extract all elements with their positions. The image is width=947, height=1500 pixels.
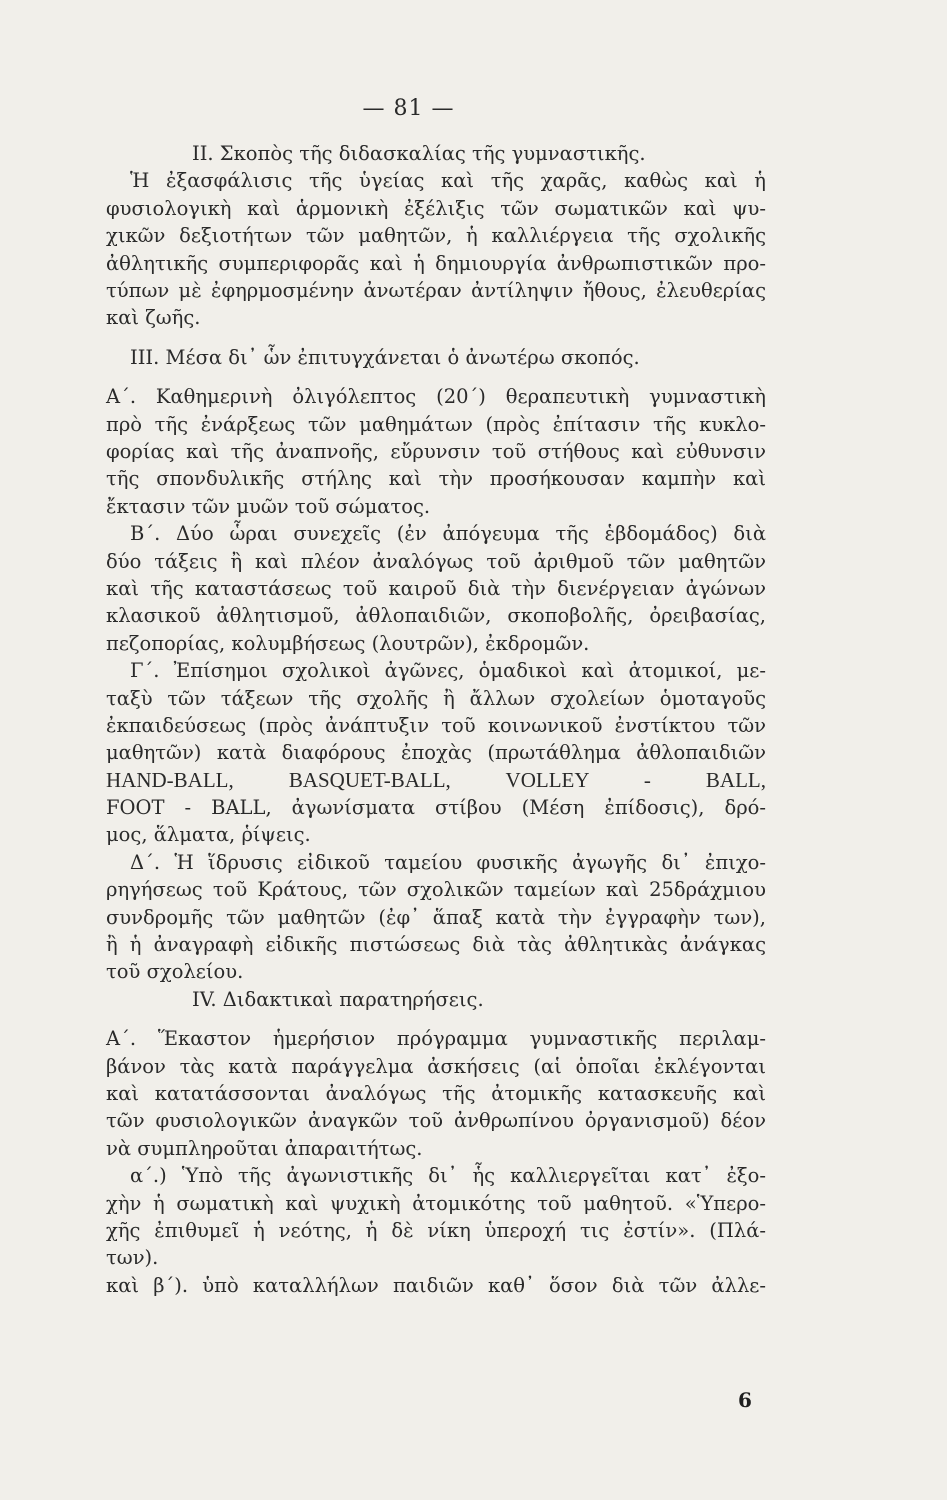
- text-line: τῶν φυσιολογικῶν ἀναγκῶν τοῦ ἀνθρωπίνου ὀργανισμοῦ) δέον: [106, 1109, 766, 1133]
- text-line: ἐκπαιδεύσεως (πρὸς ἀνάπτυξιν τοῦ κοινωνικοῦ ἐνστίκτου τῶν: [106, 713, 766, 737]
- text-line: Α΄. Καθημερινὴ ὀλιγόλεπτος (20΄) θεραπευτικὴ γυμναστικὴ: [106, 385, 766, 409]
- page-number: — 81 —: [362, 96, 455, 121]
- text-line: βάνον τὰς κατὰ παράγγελμα ἀσκήσεις (αἱ ὁποῖαι ἐκλέγονται: [106, 1054, 766, 1078]
- section-heading-ii: II. Σκοπὸς τῆς διδασκαλίας τῆς γυμναστικῆς.: [192, 142, 646, 165]
- text-line: Δ΄. Ἡ ἵδρυσις εἰδικοῦ ταμείου φυσικῆς ἀγωγῆς δι᾽ ἐπιχο-: [130, 850, 766, 874]
- text-line: ἢ ἡ ἀναγραφὴ εἰδικῆς πιστώσεως διὰ τὰς ἀθλητικὰς ἀνάγκας: [106, 933, 766, 957]
- text-line: χῆς ἐπιθυμεῖ ἡ νεότης, ἡ δὲ νίκη ὑπεροχή τις ἐστίν». (Πλά-: [106, 1218, 766, 1242]
- text-line: χὴν ἡ σωματικὴ καὶ ψυχικὴ ἀτομικότης τοῦ μαθητοῦ. «Ὑπερο-: [106, 1191, 766, 1215]
- text-line: μαθητῶν) κατὰ διαφόρους ἐποχὰς (πρωτάθλημα ἀθλοπαιδιῶν: [106, 741, 766, 765]
- section-heading-iii: III. Μέσα δι᾽ ὧν ἐπιτυγχάνεται ὁ ἀνωτέρω σκοπός.: [130, 345, 640, 369]
- text-line: μος, ἅλματα, ῥίψεις.: [106, 823, 311, 847]
- text-line: Β΄. Δύο ὧραι συνεχεῖς (ἐν ἀπόγευμα τῆς ἑβδομάδος) διὰ: [130, 522, 766, 546]
- text-line: καὶ κατατάσσονται ἀναλόγως τῆς ἀτομικῆς κατασκευῆς καὶ: [106, 1082, 766, 1106]
- signature-mark: 6: [738, 1388, 752, 1412]
- text-line: ἔκτασιν τῶν μυῶν τοῦ σώματος.: [106, 494, 431, 518]
- text-line: ρηγήσεως τοῦ Κράτους, τῶν σχολικῶν ταμείων καὶ 25δράχμιου: [106, 878, 766, 902]
- text-line: καὶ τῆς καταστάσεως τοῦ καιροῦ διὰ τὴν διενέργειαν ἀγώνων: [106, 576, 766, 600]
- section-heading-iv: IV. Διδακτικαὶ παρατηρήσεις.: [192, 987, 484, 1011]
- text-line: τύπων μὲ ἐφηρμοσμένην ἀνωτέραν ἀντίληψιν ἤθους, ἐλευθερίας: [106, 278, 766, 302]
- text-line: των).: [106, 1246, 159, 1270]
- text-line-latin: HAND-BALL, BASQUET-BALL, VOLLEY - BALL,: [106, 767, 766, 792]
- text-line: πεζοπορίας, κολυμβήσεως (λουτρῶν), ἐκδρομῶν.: [106, 631, 590, 655]
- text-line: FOOT - BALL, ἀγωνίσματα στίβου (Μέση ἐπίδοσις), δρό-: [106, 796, 766, 820]
- text-line: α΄.) Ὑπὸ τῆς ἀγωνιστικῆς δι᾽ ἧς καλλιεργεῖται κατ᾽ ἐξο-: [130, 1164, 766, 1188]
- text-line: δύο τάξεις ἢ καὶ πλέον ἀναλόγως τοῦ ἀριθμοῦ τῶν μαθητῶν: [106, 549, 766, 573]
- text-line: ταξὺ τῶν τάξεων τῆς σχολῆς ἢ ἄλλων σχολείων ὁμοταγοῦς: [106, 686, 766, 710]
- text-line: καὶ β΄). ὑπὸ καταλλήλων παιδιῶν καθ᾽ ὅσον διὰ τῶν ἀλλε-: [106, 1273, 766, 1297]
- body-text: [106, 140, 766, 1299]
- text-line: κλασικοῦ ἀθλητισμοῦ, ἀθλοπαιδιῶν, σκοποβολῆς, ὀρειβασίας,: [106, 604, 766, 628]
- text-line: καὶ ζωῆς.: [106, 306, 201, 330]
- text-line: τοῦ σχολείου.: [106, 960, 244, 984]
- text-line: φυσιολογικὴ καὶ ἁρμονικὴ ἐξέλιξις τῶν σωματικῶν καὶ ψυ-: [106, 196, 766, 220]
- text-line: χικῶν δεξιοτήτων τῶν μαθητῶν, ἡ καλλιέργεια τῆς σχολικῆς: [106, 224, 766, 248]
- text-line: νὰ συμπληροῦται ἀπαραιτήτως.: [106, 1136, 423, 1160]
- text-line: Ἡ ἐξασφάλισις τῆς ὑγείας καὶ τῆς χαρᾶς, καθὼς καὶ ἡ: [130, 169, 766, 193]
- text-line: τῆς σπονδυλικῆς στήλης καὶ τὴν προσήκουσαν καμπὴν καὶ: [106, 467, 766, 491]
- text-line: ἀθλητικῆς συμπεριφορᾶς καὶ ἡ δημιουργία ἀνθρωπιστικῶν προ-: [106, 251, 766, 275]
- text-line: φορίας καὶ τῆς ἀναπνοῆς, εὔρυνσιν τοῦ στήθους καὶ εὐθυνσιν: [106, 439, 766, 463]
- text-line: πρὸ τῆς ἐνάρξεως τῶν μαθημάτων (πρὸς ἐπίτασιν τῆς κυκλο-: [106, 412, 766, 436]
- text-line: συνδρομῆς τῶν μαθητῶν (ἐφ᾽ ἅπαξ κατὰ τὴν ἐγγραφὴν των),: [106, 905, 766, 929]
- text-line: Γ΄. Ἐπίσημοι σχολικοὶ ἀγῶνες, ὁμαδικοὶ καὶ ἀτομικοί, με-: [130, 659, 766, 683]
- text-line: Α΄. Ἕκαστον ἡμερήσιον πρόγραμμα γυμναστικῆς περιλαμ-: [106, 1027, 766, 1051]
